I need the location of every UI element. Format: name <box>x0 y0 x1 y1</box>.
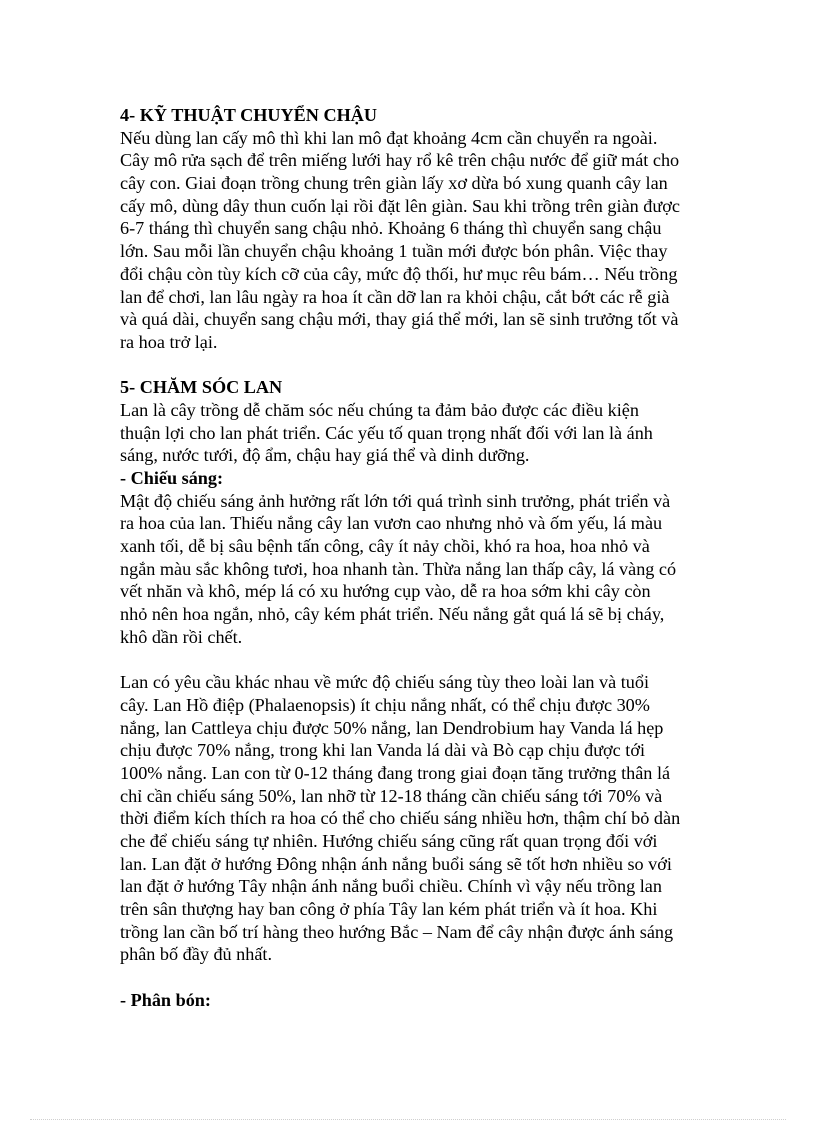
paragraph-line: Cây mô rửa sạch để trên miếng lưới hay rổ kê trên chậu nước để giữ mát cho <box>120 150 680 171</box>
paragraph-line: cây. Lan Hồ điệp (Phalaenopsis) ít chịu nắng nhất, có thể chịu được 30% <box>120 694 650 715</box>
paragraph-line: thuận lợi cho lan phát triển. Các yếu tố quan trọng nhất đối với lan là ánh <box>120 422 653 443</box>
lighting-paragraph-2 <box>120 671 700 966</box>
paragraph-line: ra hoa trở lại. <box>120 331 218 352</box>
paragraph-line: và quá dài, chuyển sang chậu mới, thay giá thể mới, lan sẽ sinh trưởng tốt và <box>120 309 679 330</box>
paragraph-line: lan. Lan đặt ở hướng Đông nhận ánh nắng buổi sáng sẽ tốt hơn nhiều so với <box>120 853 672 874</box>
paragraph-line: nắng, lan Cattleya chịu được 50% nắng, lan Dendrobium hay Vanda lá hẹp <box>120 717 664 738</box>
page-bottom-border <box>30 1119 786 1120</box>
section-5-intro <box>120 399 700 467</box>
document-page <box>120 104 700 1012</box>
paragraph-line: Lan là cây trồng dễ chăm sóc nếu chúng ta đảm bảo được các điều kiện <box>120 399 639 420</box>
paragraph-line: đổi chậu còn tùy kích cỡ của cây, mức độ thối, hư mục rêu bám… Nếu trồng <box>120 263 678 284</box>
paragraph-spacer <box>120 649 700 672</box>
paragraph-line: 100% nắng. Lan con từ 0-12 tháng đang trong giai đoạn tăng trưởng thân lá <box>120 762 671 783</box>
paragraph-line: ra hoa của lan. Thiếu nắng cây lan vươn cao nhưng nhỏ và ốm yếu, lá màu <box>120 513 663 534</box>
paragraph-line: lớn. Sau mỗi lần chuyển chậu khoảng 1 tuần mới được bón phân. Việc thay <box>120 241 668 262</box>
paragraph-line: ngắn màu sắc không tươi, hoa nhanh tàn. Thừa nắng lan thấp cây, lá vàng có <box>120 558 677 579</box>
section-4-body <box>120 127 700 354</box>
paragraph-line: lan đặt ở hướng Tây nhận ánh nắng buổi chiều. Chính vì vậy nếu trồng lan <box>120 876 662 897</box>
paragraph-line: trên sân thượng hay ban công ở phía Tây lan kém phát triển và ít hoa. Khi <box>120 899 658 920</box>
paragraph-line: nhỏ nên hoa ngắn, nhỏ, cây kém phát triển. Nếu nắng gắt quá lá sẽ bị cháy, <box>120 604 665 625</box>
paragraph-line: sáng, nước tưới, độ ẩm, chậu hay giá thể và dinh dưỡng. <box>120 445 530 466</box>
paragraph-line: thời điểm kích thích ra hoa có thể cho chiếu sáng nhiều hơn, thậm chí bỏ dàn <box>120 808 681 829</box>
lighting-paragraph-1 <box>120 490 700 649</box>
paragraph-line: Nếu dùng lan cấy mô thì khi lan mô đạt khoảng 4cm cần chuyển ra ngoài. <box>120 127 658 148</box>
section-4-title: 4- KỸ THUẬT CHUYỂN CHẬU <box>120 105 378 125</box>
paragraph-line: cấy mô, dùng dây thun cuốn lại rồi đặt lên giàn. Sau khi trồng trên giàn được <box>120 195 680 216</box>
paragraph-line: chịu được 70% nắng, trong khi lan Vanda lá dài và Bò cạp chịu được tới <box>120 740 646 761</box>
paragraph-line: Lan có yêu cầu khác nhau về mức độ chiếu sáng tùy theo loài lan và tuổi <box>120 672 650 693</box>
paragraph-line: phân bố đầy đủ nhất. <box>120 944 273 965</box>
paragraph-spacer <box>120 354 700 377</box>
paragraph-line: lan để chơi, lan lâu ngày ra hoa ít cần dỡ lan ra khỏi chậu, cắt bớt các rễ già <box>120 286 670 307</box>
paragraph-line: cây con. Giai đoạn trồng chung trên giàn lấy xơ dừa bó xung quanh cây lan <box>120 173 668 194</box>
paragraph-spacer <box>120 966 700 989</box>
paragraph-line: khô dần rồi chết. <box>120 626 243 647</box>
section-5-title: 5- CHĂM SÓC LAN <box>120 377 283 398</box>
paragraph-line: 6-7 tháng thì chuyển sang chậu nhỏ. Khoảng 6 tháng thì chuyển sang chậu <box>120 218 662 239</box>
paragraph-line: trồng lan cần bố trí hàng theo hướng Bắc – Nam để cây nhận được ánh sáng <box>120 921 674 942</box>
paragraph-line: xanh tối, dễ bị sâu bệnh tấn công, cây ít nảy chồi, khó ra hoa, hoa nhỏ và <box>120 536 650 557</box>
fertilizer-subheading: - Phân bón: <box>120 989 211 1010</box>
paragraph-line: chỉ cần chiếu sáng 50%, lan nhỡ từ 12-18 tháng cần chiếu sáng tới 70% và <box>120 785 663 806</box>
paragraph-line: vết nhăn và khô, mép lá có xu hướng cụp vào, dễ ra hoa sớm khi cây còn <box>120 581 651 602</box>
paragraph-line: che để chiếu sáng tự nhiên. Hướng chiếu sáng cũng rất quan trọng đối với <box>120 831 658 851</box>
paragraph-line: Mật độ chiếu sáng ảnh hưởng rất lớn tới quá trình sinh trưởng, phát triển và <box>120 490 671 511</box>
lighting-subheading: - Chiếu sáng: <box>120 468 224 488</box>
